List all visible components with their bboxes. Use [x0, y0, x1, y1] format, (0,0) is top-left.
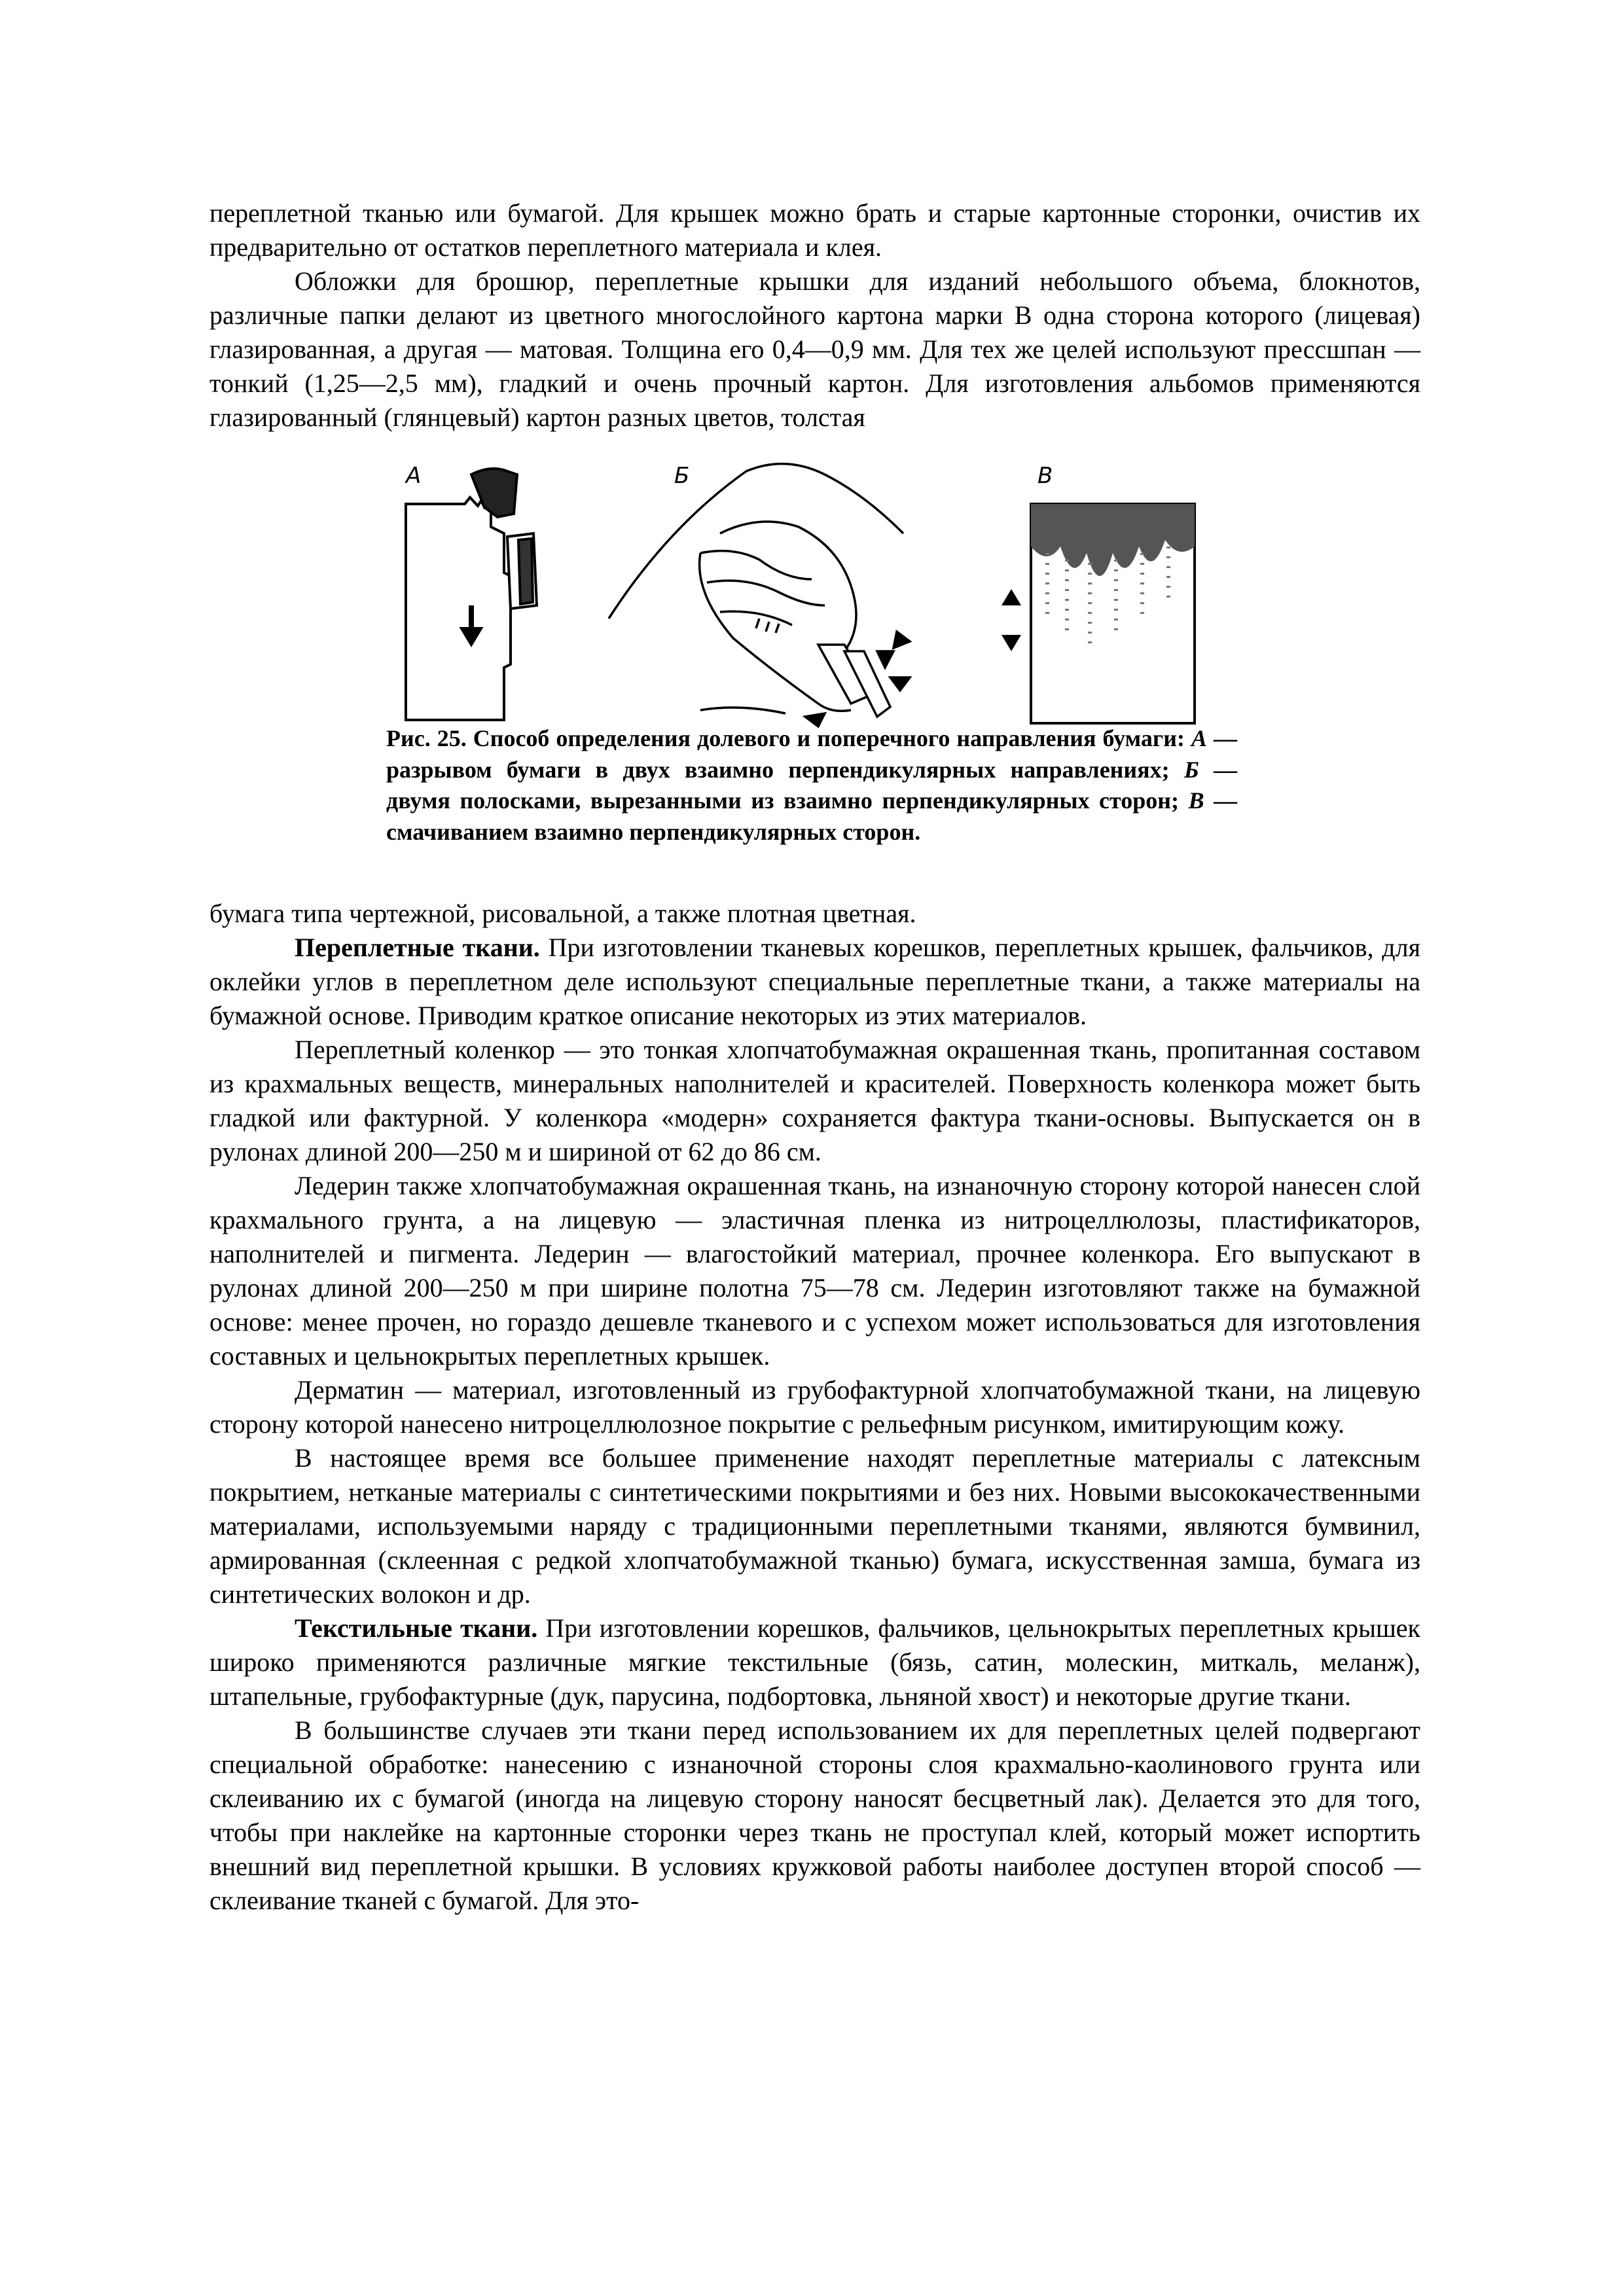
heading-binding-fabrics: Переплетные ткани.: [295, 933, 540, 962]
paragraph-intro: переплетной тканью или бумагой. Для крышек можно брать и старые картонные сторонки, очистив их предварительно от остатков переплетного материала и клея.: [209, 198, 1420, 262]
main-text: [209, 897, 1420, 1918]
panel-b-drawing: [609, 464, 910, 726]
caption-v-text: — смачиванием взаимно перпендикулярных сторон.: [386, 787, 1238, 845]
panel-a-drawing: [406, 469, 537, 720]
paragraph-karton: Обложки для брошюр, переплетные крышки для изданий небольшого объема, блокнотов, различные папки делают из цветного многослойного картона марки В одна сторона которого (лицевая) глазированная, а другая — матовая. Толщина его 0,4—0,9 мм. Для тех же целей используют прессшпан — тонкий (1,25—2,5 мм), гладкий и очень прочный картон. Для изготовления альбомов применяются глазированный (глянцевый) картон разных цветов, толстая: [209, 266, 1420, 432]
paragraph-dermatin: Дерматин — материал, изготовленный из грубофактурной хлопчатобумажной ткани, на лицевую сторону которой нанесено нитроцеллюлозное покрытие с рельефным рисунком, имитирующим кожу.: [209, 1375, 1420, 1439]
figure-25: [393, 455, 1237, 743]
heading-textile-fabrics: Текстильные ткани.: [295, 1613, 538, 1643]
paragraph-latex: В настоящее время все большее применение находят переплетные материалы с латексным покрытием, нетканые материалы с синтетическими покрытиями и без них. Новыми высококачественными материалами, используемыми наряду с традиционными переплетными тканями, являются бумвинил, армированная (склеенная с редкой хлопчатобумажной тканью) бумага, искусственная замша, бумага из синтетических волокон и др.: [209, 1443, 1420, 1609]
caption-v-letter: В: [1188, 787, 1204, 814]
figure-label-a: А: [406, 463, 422, 489]
paragraph-lederin: Ледерин также хлопчатобумажная окрашенная ткань, на изнаночную сторону которой нанесен слой крахмального грунта, а на лицевую — эластичная пленка из нитроцеллюлозы, пластификаторов, наполнителей и пигмента. Ледерин — влагостойкий материал, прочнее коленкора. Его выпускают в рулонах длиной 200—250 м при ширине полотна 75—78 см. Ледерин изготовляют также на бумажной основе: менее прочен, но гораздо дешевле тканевого и с успехом может использоваться для изготовления составных и цельнокрытых переплетных крышек.: [209, 1171, 1420, 1371]
top-text: [209, 196, 1420, 435]
figure-label-b: Б: [674, 463, 690, 489]
caption-b-text: — двумя полосками, вырезанными из взаимно перпендикулярных сторон;: [386, 756, 1238, 814]
paragraph-textile: [209, 1611, 1420, 1713]
binding-fabrics-text: При изготовлении тканевых корешков, переплетных крышек, фальчиков, для оклейки углов в переплетном деле используют специальные переплетные ткани, а также материалы на бумажной основе. Приводим краткое описание некоторых из этих материалов.: [209, 933, 1420, 1030]
figure-label-v: В: [1038, 463, 1053, 489]
panel-v-drawing: [1001, 504, 1195, 723]
textile-text: При изготовлении корешков, фальчиков, цельнокрытых переплетных крышек широко применяются различные мягкие текстильные (бязь, сатин, молескин, миткаль, меланж), штапельные, грубофактурные (дук, парусина, подбортовка, льняной хвост) и некоторые другие ткани.: [209, 1613, 1420, 1711]
caption-a-text: — разрывом бумаги в двух взаимно перпендикулярных направлениях;: [386, 725, 1238, 783]
caption-b-letter: Б: [1183, 756, 1199, 783]
caption-a-letter: А: [1191, 725, 1208, 751]
caption-head: Рис. 25. Способ определения долевого и поперечного направления бумаги:: [386, 725, 1191, 751]
figure-caption: [386, 723, 1237, 848]
paragraph-continuation: бумага типа чертежной, рисовальной, а также плотная цветная.: [209, 899, 916, 928]
paragraph-processing: В большинстве случаев эти ткани перед использованием их для переплетных целей подвергают специальной обработке: нанесению с изнаночной стороны слоя крахмально-каолинового грунта или склеиванию их с бумагой (иногда на лицевую сторону наносят бесцветный лак). Делается это для того, чтобы при наклейке на картонные сторонки через ткань не проступал клей, который может испортить внешний вид переплетной крышки. В условиях кружковой работы наиболее доступен второй способ — склеивание тканей с бумагой. Для это-: [209, 1715, 1420, 1915]
figure-25-illustration: [393, 455, 1237, 743]
paragraph-kolenkor: Переплетный коленкор — это тонкая хлопчатобумажная окрашенная ткань, пропитанная составом из крахмальных веществ, минеральных наполнителей и красителей. Поверхность коленкора может быть гладкой или фактурной. У коленкора «модерн» сохраняется фактура ткани-основы. Выпускается он в рулонах длиной 200—250 м и шириной от 62 до 86 см.: [209, 1035, 1420, 1166]
paragraph-binding-fabrics: [209, 931, 1420, 1033]
